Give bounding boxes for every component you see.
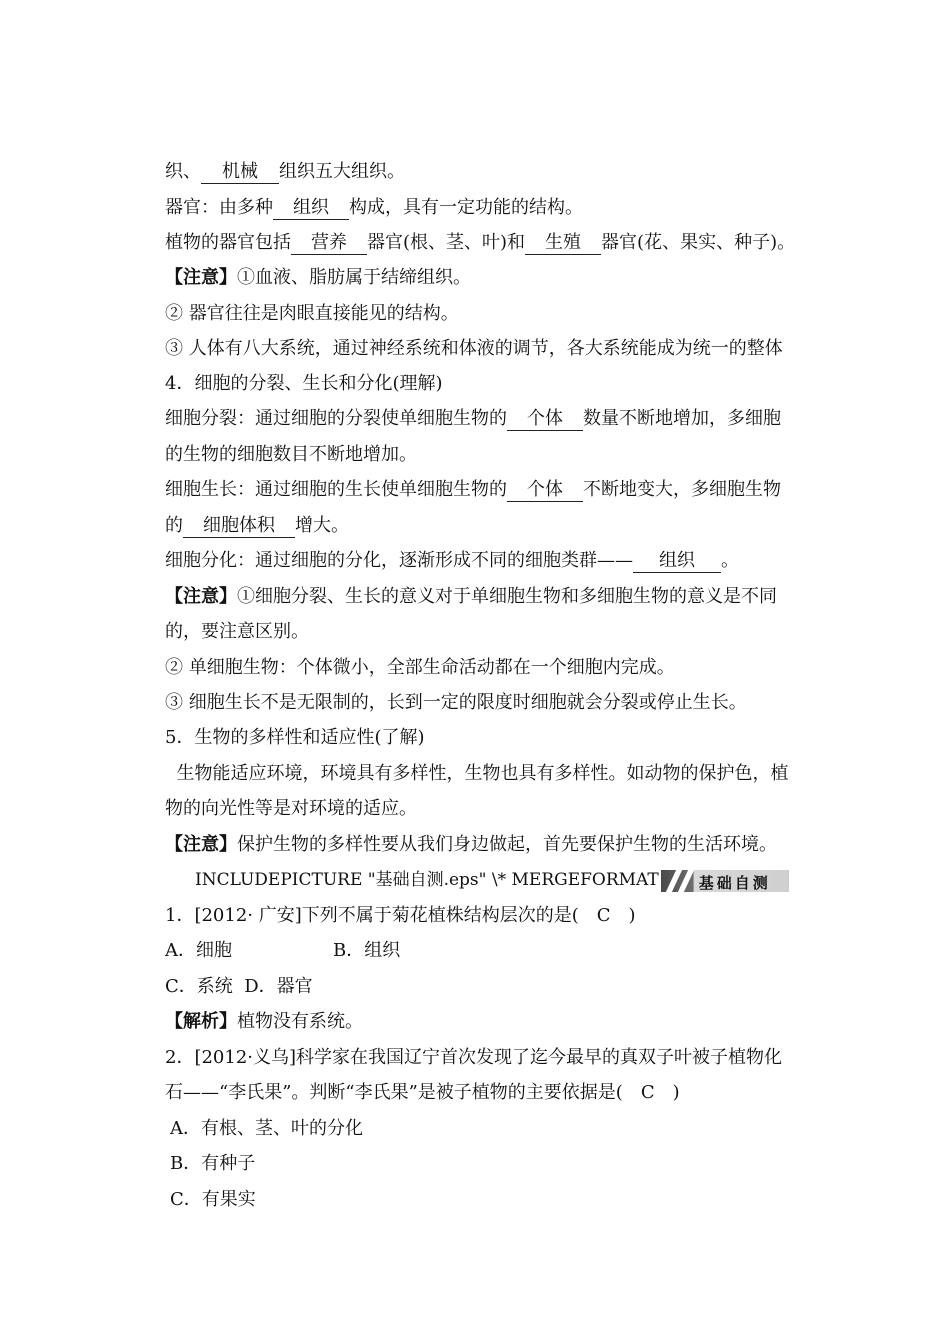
text-line: ③ 人体有八大系统，通过神经系统和体液的调节，各大系统能成为统一的整体 xyxy=(165,338,783,359)
option-b: B．组织 xyxy=(333,940,401,961)
text-segment: ①血液、脂肪属于结缔组织。 xyxy=(237,267,471,288)
text-segment: 细胞分化：通过细胞的分化，逐渐形成不同的细胞类群—— xyxy=(165,550,633,571)
text-segment: 的 xyxy=(165,515,183,536)
filled-blank: 组织 xyxy=(273,197,349,220)
filled-blank: 机械 xyxy=(201,161,279,184)
text-line xyxy=(165,549,739,573)
filled-blank: 组织 xyxy=(633,550,721,573)
section-banner xyxy=(661,870,789,892)
note-line xyxy=(165,585,777,609)
text-line: ② 器官往往是肉眼直接能见的结构。 xyxy=(165,303,459,324)
note-label: 【注意】 xyxy=(165,586,237,607)
section-heading: 4．细胞的分裂、生长和分化(理解) xyxy=(165,373,443,394)
filled-blank: 个体 xyxy=(507,408,583,431)
text-segment: 增大。 xyxy=(295,515,349,536)
note-label: 【注意】 xyxy=(165,834,237,855)
analysis-label: 【解析】 xyxy=(165,1011,237,1032)
text-segment: 器官(根、茎、叶)和 xyxy=(367,232,526,253)
text-line: 的，要注意区别。 xyxy=(165,621,309,642)
filled-blank: 营养 xyxy=(291,232,367,255)
text-segment: 数量不断地增加，多细胞 xyxy=(583,408,781,429)
text-segment: 组织五大组织。 xyxy=(279,161,405,182)
text-segment: 。 xyxy=(721,550,739,571)
text-segment: 器官(花、果实、种子)。 xyxy=(601,232,796,253)
text-line xyxy=(165,407,781,431)
banner-title: 基础自测 xyxy=(698,873,771,892)
question-stem: 2．[2012·义乌]科学家在我国辽宁首次发现了迄今最早的真双子叶被子植物化 xyxy=(165,1047,783,1068)
text-segment: 保护生物的多样性要从我们身边做起，首先要保护生物的生活环境。 xyxy=(237,834,777,855)
filled-blank: 生殖 xyxy=(525,232,601,255)
option-a: A．有根、茎、叶的分化 xyxy=(170,1118,363,1139)
text-line: 生物能适应环境，环境具有多样性，生物也具有多样性。如动物的保护色，植 xyxy=(165,763,789,784)
text-segment: 器官：由多种 xyxy=(165,197,273,218)
text-line xyxy=(165,514,349,538)
text-segment: 细胞生长：通过细胞的生长使单细胞生物的 xyxy=(165,479,507,500)
question-stem: 石——“李氏果”。判断“李氏果”是被子植物的主要依据是( C ) xyxy=(165,1082,680,1103)
text-segment: 不断地变大，多细胞生物 xyxy=(583,479,781,500)
option-line: C．系统 D．器官 xyxy=(165,976,313,997)
option-b: B．有种子 xyxy=(170,1153,256,1174)
text-line xyxy=(165,231,795,255)
text-line: ② 单细胞生物：个体微小，全部生命活动都在一个细胞内完成。 xyxy=(165,657,675,678)
text-segment: 细胞分裂：通过细胞的分裂使单细胞生物的 xyxy=(165,408,507,429)
option-line xyxy=(165,939,400,963)
text-line: 物的向光性等是对环境的适应。 xyxy=(165,798,417,819)
option-a: A．细胞 xyxy=(165,940,232,961)
question-stem: 1．[2012· 广安]下列不属于菊花植株结构层次的是( C ) xyxy=(165,905,636,926)
filled-blank: 细胞体积 xyxy=(183,515,295,538)
filled-blank: 个体 xyxy=(507,479,583,502)
text-line xyxy=(165,478,781,502)
note-line xyxy=(165,833,777,857)
text-segment: 构成，具有一定功能的结构。 xyxy=(349,197,583,218)
field-code-line xyxy=(195,868,789,892)
field-code-text: INCLUDEPICTURE "基础自测.eps" \* MERGEFORMAT xyxy=(195,870,659,890)
text-line xyxy=(165,196,583,220)
note-line xyxy=(165,266,471,290)
text-line: 的生物的细胞数目不断地增加。 xyxy=(165,444,417,465)
note-label: 【注意】 xyxy=(165,267,237,288)
text-segment: 植物的器官包括 xyxy=(165,232,291,253)
text-line xyxy=(165,160,405,184)
text-segment: 织、 xyxy=(165,161,201,182)
section-heading: 5．生物的多样性和适应性(了解) xyxy=(165,727,425,748)
text-line: ③ 细胞生长不是无限制的，长到一定的限度时细胞就会分裂或停止生长。 xyxy=(165,692,747,713)
analysis-line xyxy=(165,1010,363,1034)
text-segment: 植物没有系统。 xyxy=(237,1011,363,1032)
option-c: C．有果实 xyxy=(170,1189,256,1210)
text-segment: ①细胞分裂、生长的意义对于单细胞生物和多细胞生物的意义是不同 xyxy=(237,586,777,607)
